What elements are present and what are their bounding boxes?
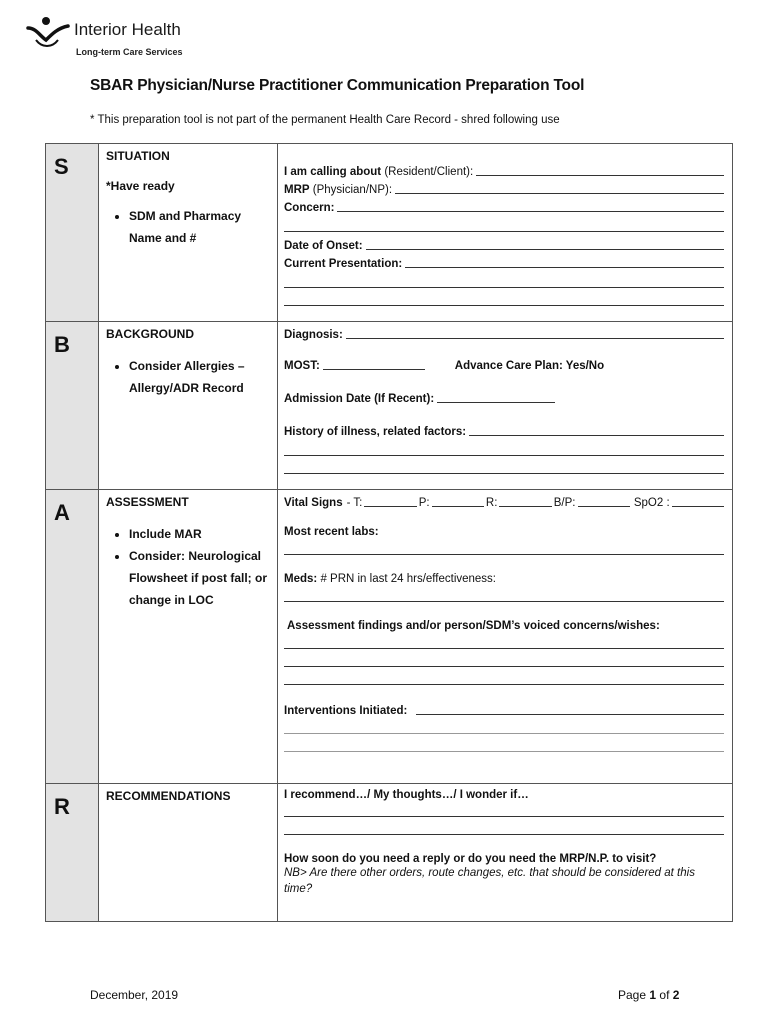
diagnosis-field[interactable] <box>284 327 724 341</box>
recommendations-letter: R <box>54 794 70 819</box>
interventions-field[interactable] <box>284 703 724 717</box>
assessment-bullet-neuro: • Consider: Neurological Flowsheet if post fall; or change in LOC <box>129 545 277 611</box>
background-heading: BACKGROUND <box>106 327 194 341</box>
calling-about-label: I am calling about <box>284 166 382 178</box>
page-total: 2 <box>672 988 680 1002</box>
presentation-line-1[interactable] <box>284 270 724 288</box>
situation-bullet: • SDM and Pharmacy Name and # <box>129 205 277 249</box>
interventions-line-2[interactable] <box>284 734 724 752</box>
current-presentation-label: Current Presentation: <box>284 258 403 270</box>
sbar-table <box>45 143 733 922</box>
situation-bullets <box>99 205 277 249</box>
vital-signs-label: Vital Signs <box>284 497 343 509</box>
recommendations-letter-cell <box>46 784 99 922</box>
vitals-t-label: - T: <box>346 497 363 509</box>
recommend-line-2[interactable] <box>284 817 724 835</box>
vitals-r-field[interactable] <box>499 495 551 507</box>
recommendations-note: NB> Are there other orders, route changes, etc. that should be considered at this time? <box>284 867 695 895</box>
meds-label: Meds: <box>284 573 318 585</box>
admission-field[interactable] <box>437 391 555 403</box>
vitals-t-field[interactable] <box>364 495 416 507</box>
presentation-line-2[interactable] <box>284 288 724 306</box>
reply-label: How soon do you need a reply or do you need the MRP/N.P. to visit? <box>284 853 657 865</box>
situation-have-ready: *Have ready <box>106 179 175 193</box>
admission-row <box>284 391 724 405</box>
situation-letter-cell <box>46 144 99 322</box>
diagnosis-label: Diagnosis: <box>284 329 343 341</box>
assessment-heading: ASSESSMENT <box>106 495 189 509</box>
background-fields-cell <box>278 322 733 490</box>
vitals-r-label: R: <box>485 497 498 509</box>
interventions-label: Interventions Initiated: <box>284 705 408 717</box>
findings-line-1[interactable] <box>284 632 724 649</box>
org-logo <box>26 14 226 60</box>
recommendations-row <box>46 784 733 922</box>
meds-hint: # PRN in last 24 hrs/effectiveness: <box>320 573 497 585</box>
mrp-field[interactable] <box>284 182 724 196</box>
situation-prompt-cell <box>99 144 278 322</box>
situation-letter: S <box>54 154 69 179</box>
recommendations-heading: RECOMMENDATIONS <box>106 789 231 803</box>
interior-health-logo-icon <box>26 14 70 50</box>
background-bullet: • Consider Allergies – Allergy/ADR Record <box>129 355 277 399</box>
assessment-letter: A <box>54 500 70 525</box>
interventions-line-1[interactable] <box>284 717 724 734</box>
background-bullets <box>99 355 277 399</box>
meds-row <box>284 573 724 585</box>
history-field[interactable] <box>284 424 724 438</box>
assessment-prompt-cell <box>99 490 278 784</box>
vitals-spo2-field[interactable] <box>672 495 724 507</box>
recommendations-prompt-cell <box>99 784 278 922</box>
current-presentation-field[interactable] <box>284 256 724 270</box>
vitals-bp-field[interactable] <box>578 495 630 507</box>
concern-label: Concern: <box>284 202 335 214</box>
findings-line-2[interactable] <box>284 649 724 667</box>
advance-care-plan-label[interactable]: Advance Care Plan: Yes/No <box>454 360 605 372</box>
assessment-letter-cell <box>46 490 99 784</box>
history-label: History of illness, related factors: <box>284 426 467 438</box>
history-line-2[interactable] <box>284 456 724 474</box>
recommendations-fields-cell <box>278 784 733 922</box>
vitals-p-label: P: <box>418 497 430 509</box>
situation-row <box>46 144 733 322</box>
labs-line[interactable] <box>284 538 724 555</box>
assessment-fields-cell <box>278 490 733 784</box>
vitals-spo2-label: SpO2 : <box>633 497 670 509</box>
background-letter: B <box>54 332 70 357</box>
mrp-label: MRP <box>284 184 310 196</box>
page-subtitle: * This preparation tool is not part of the permanent Health Care Record - shred following use <box>90 114 560 126</box>
concern-extra-line[interactable] <box>284 214 724 232</box>
org-name: Interior Health <box>74 20 181 39</box>
page-prefix: Page <box>618 988 647 1002</box>
background-prompt-cell <box>99 322 278 490</box>
findings-line-3[interactable] <box>284 667 724 685</box>
footer-date: December, 2019 <box>90 988 179 1002</box>
history-line-1[interactable] <box>284 438 724 456</box>
date-onset-label: Date of Onset: <box>284 240 363 252</box>
situation-fields-cell <box>278 144 733 322</box>
mrp-hint: (Physician/NP): <box>312 184 393 196</box>
findings-label: Assessment findings and/or person/SDM’s voiced concerns/wishes: <box>287 620 660 632</box>
calling-about-field[interactable] <box>284 164 724 178</box>
page-of: of <box>659 988 670 1002</box>
assessment-bullets <box>99 523 277 611</box>
concern-field[interactable] <box>284 200 724 214</box>
situation-heading: SITUATION <box>106 149 170 163</box>
assessment-bullet-mar: • Include MAR <box>129 523 277 545</box>
recommend-label: I recommend…/ My thoughts…/ I wonder if… <box>284 789 529 801</box>
page-number <box>618 988 679 1002</box>
recommend-line-1[interactable] <box>284 801 724 817</box>
background-row <box>46 322 733 490</box>
vital-signs-row <box>284 495 724 509</box>
assessment-row <box>46 490 733 784</box>
date-onset-field[interactable] <box>284 238 724 252</box>
page-current: 1 <box>649 988 657 1002</box>
labs-label: Most recent labs: <box>284 526 379 538</box>
most-label: MOST: <box>284 360 320 372</box>
calling-about-hint: (Resident/Client): <box>384 166 474 178</box>
admission-label: Admission Date (If Recent): <box>284 393 435 405</box>
background-letter-cell <box>46 322 99 490</box>
meds-line[interactable] <box>284 585 724 602</box>
most-row <box>284 358 724 372</box>
most-field[interactable] <box>323 358 425 370</box>
page-title: SBAR Physician/Nurse Practitioner Communication Preparation Tool <box>90 77 585 94</box>
org-subtitle: Long-term Care Services <box>76 47 183 57</box>
vitals-p-field[interactable] <box>432 495 484 507</box>
vitals-bp-label: B/P: <box>553 497 576 509</box>
